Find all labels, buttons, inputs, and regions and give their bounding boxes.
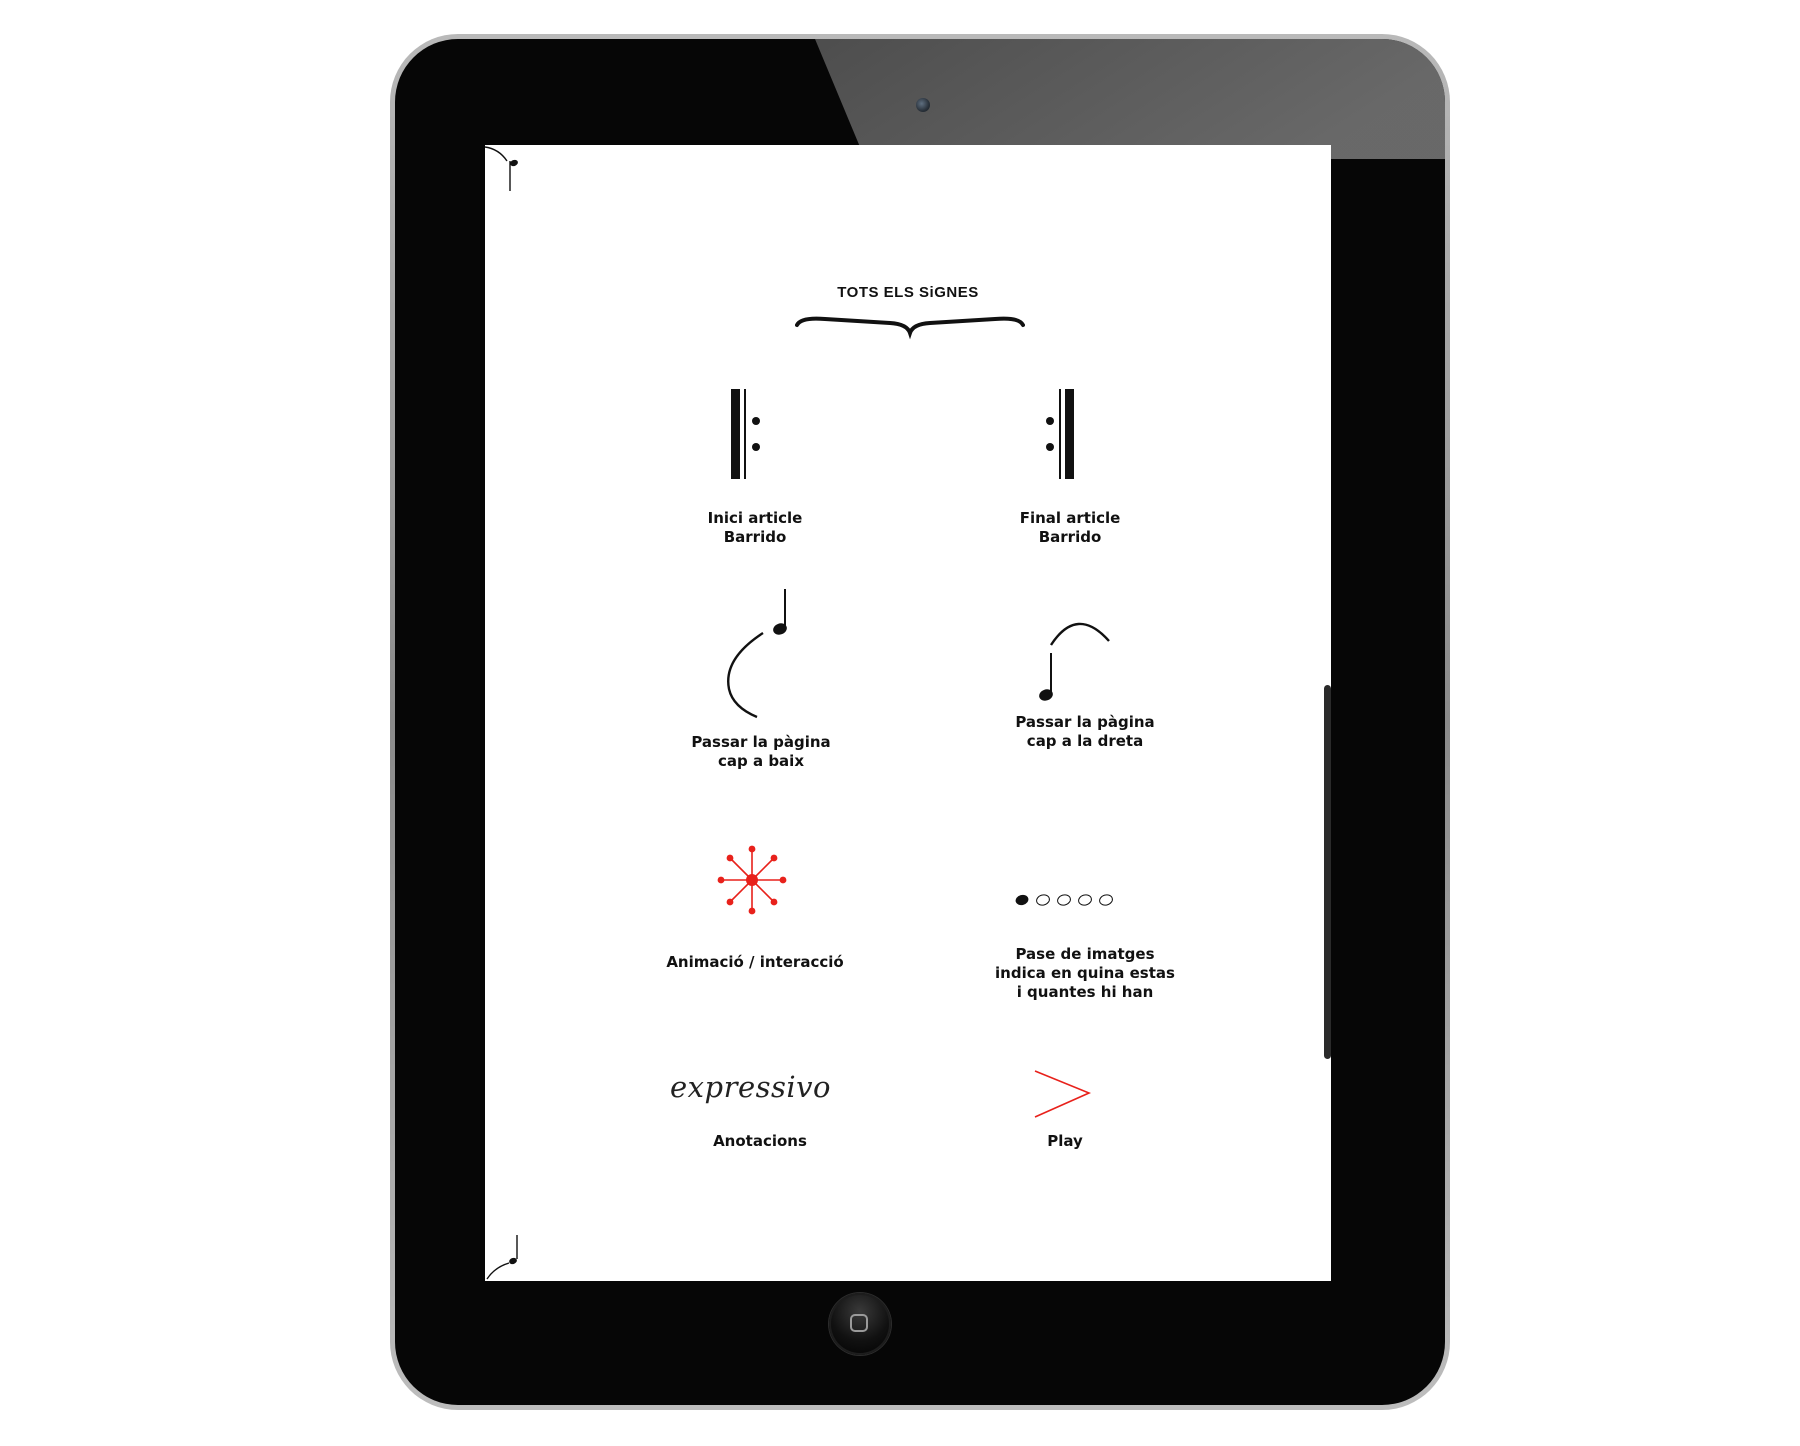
label-inici-article [675,509,835,547]
gallery-dot[interactable] [1056,893,1071,906]
label-line: indica en quina estas [995,964,1175,982]
label-play [985,1132,1145,1151]
home-button-icon [850,1314,868,1332]
gallery-dot[interactable] [1098,893,1113,906]
device-bezel [395,39,1445,1405]
label-passar-baix [661,733,861,771]
label-line: i quantes hi han [1016,983,1154,1001]
label-line: Passar la pàgina [691,733,831,751]
label-line: Anotacions [713,1132,807,1150]
music-note-icon[interactable] [485,145,525,195]
label-pase-imatges [970,945,1200,1002]
label-line: cap a la dreta [1026,732,1144,750]
animation-burst-icon[interactable] [717,845,787,915]
label-line: Play [1047,1132,1083,1150]
gallery-dots [1015,892,1127,908]
label-line: Passar la pàgina [1015,713,1155,731]
annotation-sample[interactable]: expressivo [670,1070,831,1104]
label-line: Pase de imatges [1015,945,1155,963]
label-animacio [650,953,860,972]
page-down-note-icon[interactable] [723,589,803,719]
repeat-end-icon [1045,389,1085,481]
page-title: TOTS ELS SiGNES [837,284,979,301]
gallery-dot[interactable] [1035,893,1050,906]
gallery-dot[interactable] [1077,893,1092,906]
ipad-device [390,34,1450,1410]
repeat-start-icon [731,389,771,481]
gallery-dot-current[interactable] [1015,893,1030,906]
home-button[interactable] [829,1293,891,1355]
label-line: cap a baix [718,752,804,770]
label-line: Inici article [707,509,803,527]
music-note-icon[interactable] [485,1231,525,1281]
brace-decoration [795,311,1025,345]
label-line: Barrido [1038,528,1102,546]
play-icon[interactable] [1033,1069,1093,1121]
app-screen [485,145,1331,1281]
label-line: Final article [1019,509,1121,527]
label-line: Barrido [723,528,787,546]
page-right-note-icon[interactable] [1023,603,1123,703]
label-final-article [990,509,1150,547]
front-camera [916,98,930,112]
label-line: Animació / interacció [666,953,844,971]
scrollbar[interactable] [1324,685,1331,1059]
label-anotacions [660,1132,860,1151]
label-passar-dreta [985,713,1185,751]
